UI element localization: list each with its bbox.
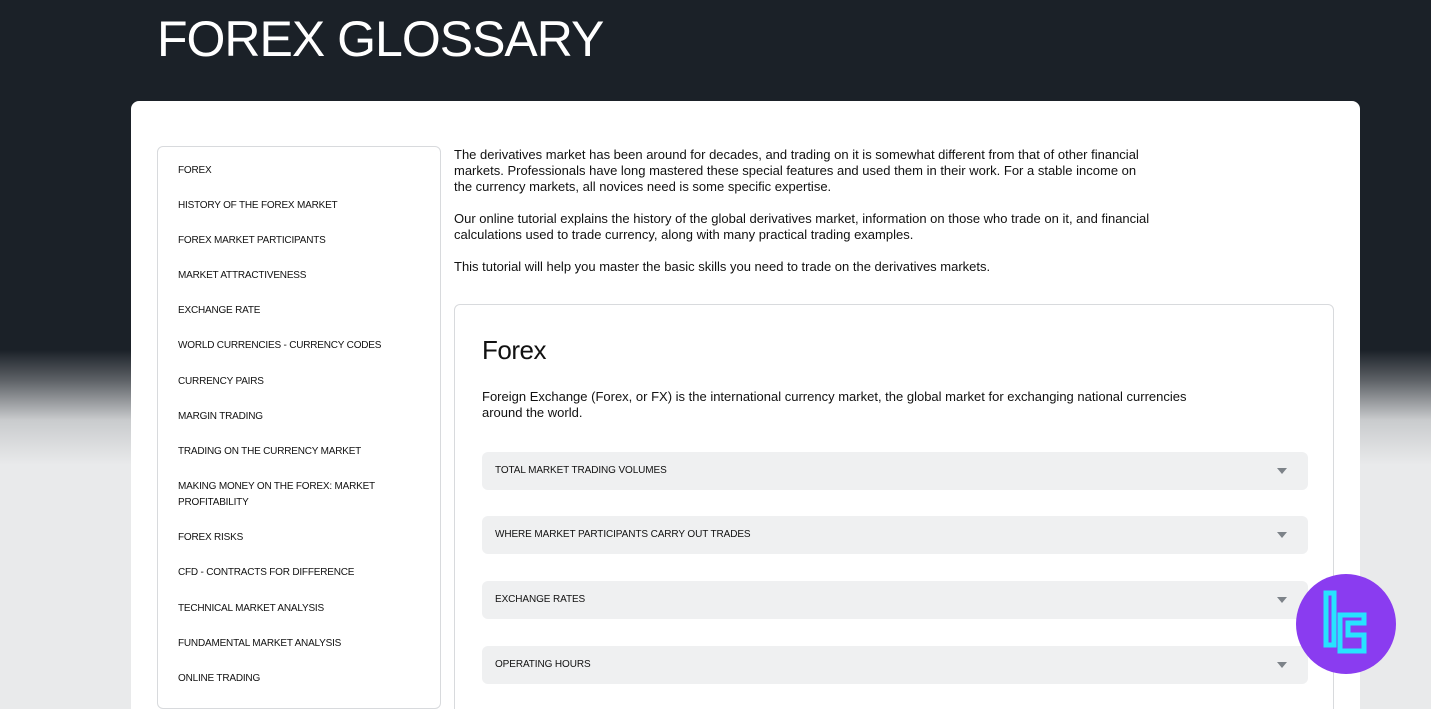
page-title: FOREX GLOSSARY xyxy=(157,11,604,67)
chevron-down-icon xyxy=(1277,532,1287,538)
accordion-operating-hours[interactable] xyxy=(482,646,1308,684)
accordion-label: OPERATING HOURS xyxy=(495,659,591,670)
sidebar-item-making-money[interactable]: MAKING MONEY ON THE FOREX: MARKET PROFITABILITY xyxy=(178,481,375,508)
sidebar-item-history[interactable]: HISTORY OF THE FOREX MARKET xyxy=(178,200,338,211)
intro-paragraph: This tutorial will help you master the basic skills you need to trade on the derivatives markets. xyxy=(454,259,991,274)
section-description: Foreign Exchange (Forex, or FX) is the international currency market, the global market for exchanging national currencies around the world. xyxy=(482,389,1187,420)
sidebar-item-margin-trading[interactable]: MARGIN TRADING xyxy=(178,411,263,422)
accordion-label: EXCHANGE RATES xyxy=(495,594,586,605)
sidebar-item-forex[interactable]: FOREX xyxy=(178,165,212,176)
accordion-label: TOTAL MARKET TRADING VOLUMES xyxy=(495,465,667,476)
accordion-label: WHERE MARKET PARTICIPANTS CARRY OUT TRADES xyxy=(495,529,751,540)
intro-paragraph: Our online tutorial explains the history of the global derivatives market, information on those who trade on it, and financial calculations used to trade currency, along with many practical trading examples. xyxy=(454,211,1150,242)
sidebar-item-attractiveness[interactable]: MARKET ATTRACTIVENESS xyxy=(178,270,307,281)
sidebar-item-trading-currency-market[interactable]: TRADING ON THE CURRENCY MARKET xyxy=(178,446,362,457)
forex-section xyxy=(454,304,1334,709)
sidebar-item-cfd[interactable]: CFD - CONTRACTS FOR DIFFERENCE xyxy=(178,567,355,578)
sidebar-item-fundamental-analysis[interactable]: FUNDAMENTAL MARKET ANALYSIS xyxy=(178,638,342,649)
intro-text xyxy=(454,147,1154,291)
glossary-sidebar xyxy=(157,146,441,709)
sidebar-item-exchange-rate[interactable]: EXCHANGE RATE xyxy=(178,305,261,316)
chevron-down-icon xyxy=(1277,662,1287,668)
sidebar-item-currency-codes[interactable]: WORLD CURRENCIES - CURRENCY CODES xyxy=(178,340,382,351)
brand-logo-icon xyxy=(1316,589,1376,659)
sidebar-item-participants[interactable]: FOREX MARKET PARTICIPANTS xyxy=(178,235,326,246)
sidebar-item-technical-analysis[interactable]: TECHNICAL MARKET ANALYSIS xyxy=(178,603,324,614)
accordion-where-trades[interactable] xyxy=(482,516,1308,554)
section-title: Forex xyxy=(482,335,546,365)
sidebar-item-forex-risks[interactable]: FOREX RISKS xyxy=(178,532,244,543)
sidebar-item-online-trading[interactable]: ONLINE TRADING xyxy=(178,673,261,684)
brand-badge[interactable] xyxy=(1296,574,1396,674)
chevron-down-icon xyxy=(1277,597,1287,603)
chevron-down-icon xyxy=(1277,468,1287,474)
glossary-card xyxy=(131,101,1360,709)
accordion-exchange-rates[interactable] xyxy=(482,581,1308,619)
accordion-total-volumes[interactable] xyxy=(482,452,1308,490)
sidebar-item-currency-pairs[interactable]: CURRENCY PAIRS xyxy=(178,376,264,387)
intro-paragraph: The derivatives market has been around for decades, and trading on it is somewhat different from that of other financial markets. Professionals have long mastered these special features and used them in their work. For a stable income on the currency markets, all novices need is some specific expertise. xyxy=(454,147,1139,194)
